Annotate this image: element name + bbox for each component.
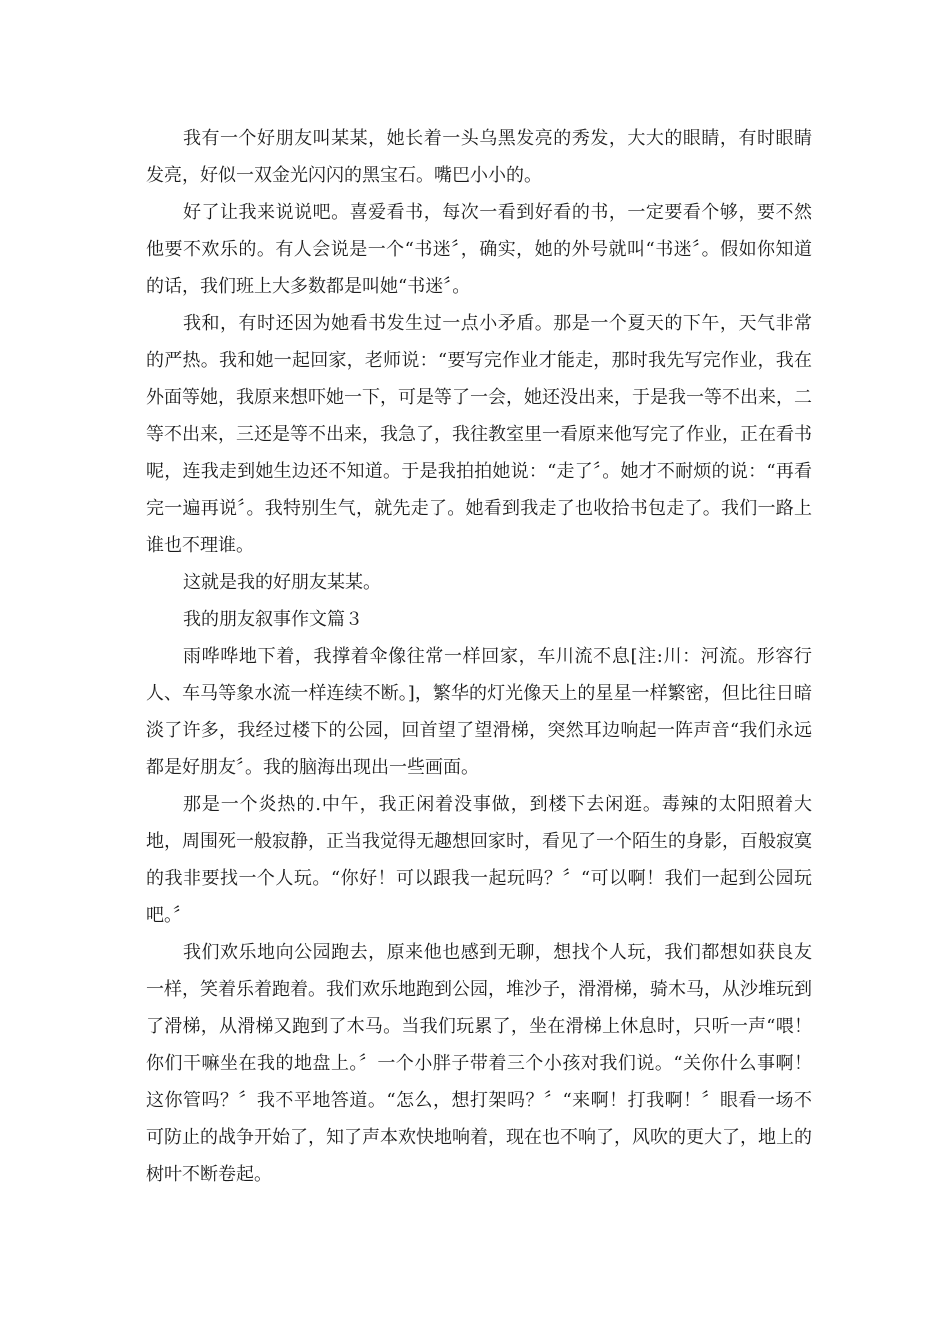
paragraph-conflict: 我和，有时还因为她看书发生过一点小矛盾。那是一个夏天的下午，天气非常的严热。我和她一起回家，老师说：“要写完作业才能走，那时我先写完作业，我在外面等她，我原来想吓她一下，可是等了一会，她还没出来，于是我一等不出来，二等不出来，三还是等不出来，我急了，我往教室里一看原来他写完了作业，正在看书呢，连我走到她生边还不知道。于是我拍拍她说：“走了〞。她才不耐烦的说：“再看完一遍再说〞。我特别生气，就先走了。她看到我走了也收拾书包走了。我们一路上谁也不理谁。 [146,313,812,556]
paragraph-rainy-day: 雨哗哗地下着，我撑着伞像往常一样回家，车川流不息[注:川：河流。形容行人、车马等象水流一样连续不断。]，繁华的灯光像天上的星星一样繁密，但比往日暗淡了许多，我经过楼下的公园，回首望了望滑梯，突然耳边响起一阵声音“我们永远都是好朋友〞。我的脑海出现出一些画面。 [146,646,812,778]
paragraph-hot-noon: 那是一个炎热的.中午，我正闲着没事做，到楼下去闲逛。毒辣的太阳照着大地，周围死一般寂静，正当我觉得无趣想回家时，看见了一个陌生的身影，百般寂寞的我非要找一个人玩。“你好！可以跟我一起玩吗？〞“可以啊！我们一起到公园玩吧。〞 [146,794,812,926]
paragraph-friend-description: 我有一个好朋友叫某某，她长着一头乌黑发亮的秀发，大大的眼睛，有时眼睛发亮，好似一双金光闪闪的黑宝石。嘴巴小小的。 [146,128,812,186]
article-body [146,120,812,1193]
paragraph-book-lover: 好了让我来说说吧。喜爱看书，每次一看到好看的书，一定要看个够，要不然他要不欢乐的。有人会说是一个“书迷〞，确实，她的外号就叫“书迷〞。假如你知道的话，我们班上大多数都是叫她“书迷〞。 [146,202,812,297]
paragraph-playground: 我们欢乐地向公园跑去，原来他也感到无聊，想找个人玩，我们都想如获良友一样，笑着乐着跑着。我们欢乐地跑到公园，堆沙子，滑滑梯，骑木马，从沙堆玩到了滑梯，从滑梯又跑到了木马。当我们玩累了，坐在滑梯上休息时，只听一声“喂！你们干嘛坐在我的地盘上。〞一个小胖子带着三个小孩对我们说。“关你什么事啊！这你管吗？〞我不平地答道。“怎么，想打架吗？〞“来啊！打我啊！〞眼看一场不可防止的战争开始了，知了声本欢快地响着，现在也不响了，风吹的更大了，地上的树叶不断卷起。 [146,942,812,1185]
paragraph-conclusion: 这就是我的好朋友某某。 [183,572,381,593]
section-heading: 我的朋友叙事作文篇３ [183,609,363,630]
